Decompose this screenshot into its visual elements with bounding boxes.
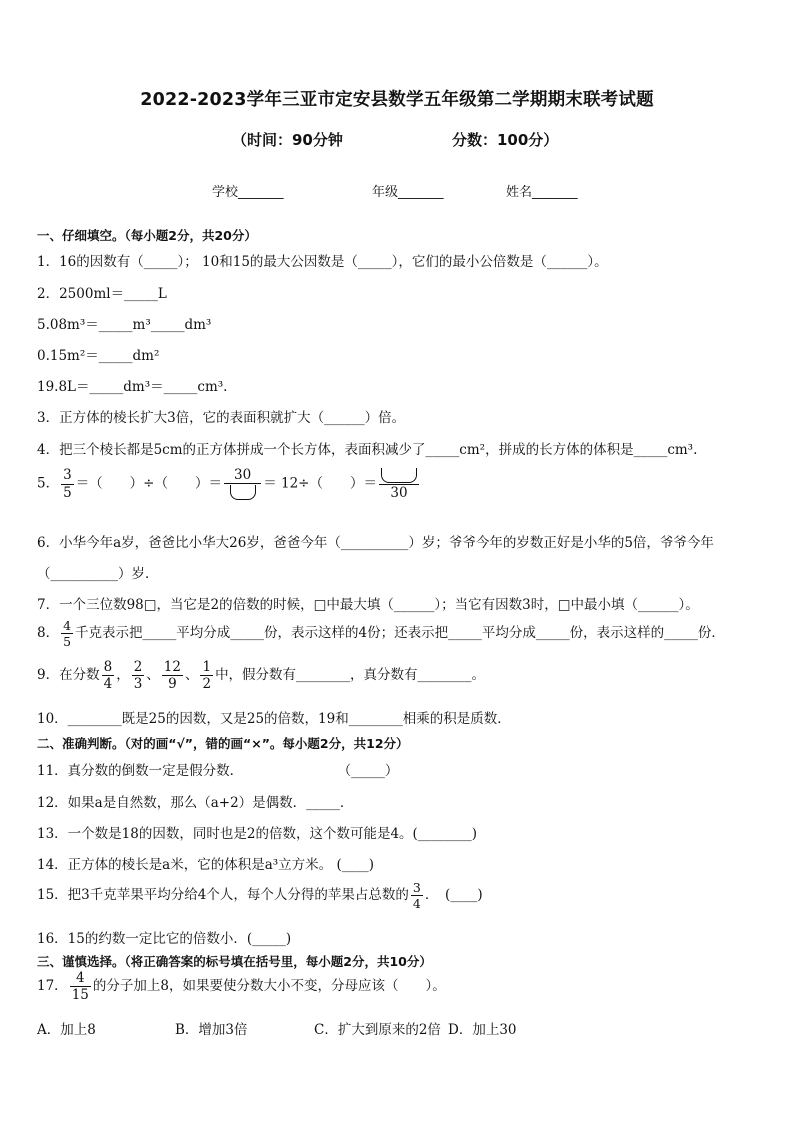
- option-b[interactable]: B．增加3倍: [175, 1022, 248, 1038]
- question-12: 12．如果a是自然数，那么（a+2）是偶数．_____．: [37, 795, 354, 811]
- fraction-blank-denominator[interactable]: [224, 484, 261, 500]
- question-6a: 6．小华今年a岁，爸爸比小华大26岁，爸爸今年（__________）岁；爷爷今年的岁数正好是小华的5倍，爷爷今年: [37, 535, 714, 551]
- fraction-12-9: [162, 660, 183, 691]
- fraction-numerator: 12: [163, 659, 181, 675]
- section-1-heading: 一、仔细填空。（每小题2分，共20分）: [37, 228, 257, 243]
- fraction-numerator: 1: [202, 659, 212, 675]
- fraction-1-2: [200, 660, 213, 691]
- fraction-numerator: 3: [412, 880, 421, 895]
- separator: ，: [116, 667, 130, 684]
- question-5-part2: ＝ 12÷（ ）＝: [263, 475, 377, 492]
- question-2d: 19.8L＝_____dm³＝_____cm³.: [37, 379, 228, 395]
- question-3: 3．正方体的棱长扩大3倍，它的表面积就扩大（______）倍。: [37, 410, 406, 426]
- question-17: [37, 971, 446, 1002]
- fraction-denominator: 2: [202, 676, 212, 693]
- exam-score: 分数：100分）: [452, 131, 559, 149]
- fraction-numerator: 2: [133, 659, 143, 675]
- option-d[interactable]: D．加上30: [448, 1022, 517, 1038]
- question-2b: 5.08m³＝_____m³_____dm³: [37, 317, 212, 333]
- fraction-numerator: 4: [63, 618, 72, 633]
- question-2: 2．2500ml＝_____L: [37, 286, 167, 302]
- question-2c: 0.15m²＝_____dm²: [37, 348, 160, 364]
- school-field[interactable]: 学校_______: [212, 185, 284, 200]
- fraction-numerator: 8: [103, 659, 113, 675]
- fraction-30-blank: [224, 468, 261, 500]
- separator: 、: [146, 667, 160, 684]
- question-6b: （__________）岁．: [37, 566, 159, 582]
- question-17-prefix: 17．: [37, 978, 68, 995]
- fraction-numerator: 3: [63, 467, 72, 484]
- fraction-blank-30: [379, 468, 419, 500]
- fraction-denominator: 5: [63, 634, 72, 650]
- option-c[interactable]: C．扩大到原来的2倍: [314, 1022, 441, 1038]
- question-13: 13．一个数是18的因数，同时也是2的倍数，这个数可能是4。(________): [37, 826, 478, 842]
- question-8-text: 千克表示把_____平均分成_____份，表示这样的4份；还表示把_____平均分成_____份，表示这样的_____份．: [75, 625, 725, 642]
- fraction-4-5: [61, 619, 73, 648]
- question-15-prefix: 15．把3千克苹果平均分给4个人，每个人分得的苹果占总数的: [37, 887, 409, 904]
- fraction-2-3: [132, 660, 145, 691]
- exam-time: （时间：90分钟: [232, 131, 343, 149]
- name-field[interactable]: 姓名_______: [506, 185, 578, 200]
- option-a[interactable]: A．加上8: [37, 1022, 96, 1038]
- fraction-denominator: 3: [133, 676, 143, 693]
- fraction-3-4: [411, 881, 423, 910]
- fraction-denominator: 5: [63, 484, 72, 501]
- separator: 、: [184, 667, 199, 684]
- question-15-text: ． (____): [424, 887, 483, 904]
- exam-title: 2022-2023学年三亚市定安县数学五年级第二学期期末联考试题: [140, 90, 654, 110]
- fraction-denominator: 15: [71, 987, 89, 1004]
- question-1: 1．16的因数有（_____）； 10和15的最大公因数是（_____），它们的最小公倍数是（______）。: [37, 254, 608, 270]
- fraction-8-4: [102, 660, 115, 691]
- question-15: [37, 881, 483, 910]
- fraction-denominator: 4: [103, 676, 113, 693]
- question-4: 4．把三个棱长都是5cm的正方体拼成一个长方体，表面积减少了_____cm²，拼成的长方体的体积是_____cm³.: [37, 442, 698, 458]
- fraction-numerator: 4: [70, 971, 91, 987]
- fraction-denominator: 30: [390, 485, 408, 501]
- fraction-numerator: 30: [224, 468, 261, 484]
- fraction-blank-numerator[interactable]: [379, 468, 419, 485]
- question-11: 11．真分数的倒数一定是假分数． （_____）: [37, 763, 399, 779]
- fraction-3-5: [61, 468, 74, 499]
- question-9-prefix: 9．在分数: [37, 667, 100, 684]
- fraction-denominator: 9: [168, 676, 177, 693]
- question-17-text: 的分子加上8，如果要使分数大小不变，分母应该（ ）。: [92, 978, 446, 995]
- section-2-heading: 二、准确判断。（对的画“√”，错的画“×”。每小题2分，共12分）: [37, 736, 409, 751]
- question-5-prefix: 5．: [37, 475, 60, 492]
- section-3-heading: 三、谨慎选择。（将正确答案的标号填在括号里，每小题2分，共10分）: [37, 954, 432, 969]
- question-16: 16．15的约数一定比它的倍数小．(_____): [37, 931, 292, 947]
- fraction-denominator: 4: [412, 896, 421, 912]
- question-9: [37, 660, 485, 691]
- fraction-4-15: [70, 971, 91, 1002]
- question-5-part1: ＝（ ）÷（ ）＝: [75, 475, 222, 492]
- grade-field[interactable]: 年级_______: [372, 185, 444, 200]
- question-9-text: 中，假分数有________，真分数有________。: [215, 667, 486, 684]
- question-14: 14．正方体的棱长是a米，它的体积是a³立方米。 (____): [37, 857, 375, 873]
- question-8: [37, 619, 725, 648]
- question-7: 7．一个三位数98□，当它是2的倍数的时候，□中最大填（______）；当它有因数3时，□中最小填（______）。: [37, 597, 699, 613]
- question-8-prefix: 8．: [37, 625, 60, 642]
- question-10: 10．________既是25的因数，又是25的倍数，19和________相乘的积是质数．: [37, 711, 511, 727]
- question-5: [37, 468, 421, 500]
